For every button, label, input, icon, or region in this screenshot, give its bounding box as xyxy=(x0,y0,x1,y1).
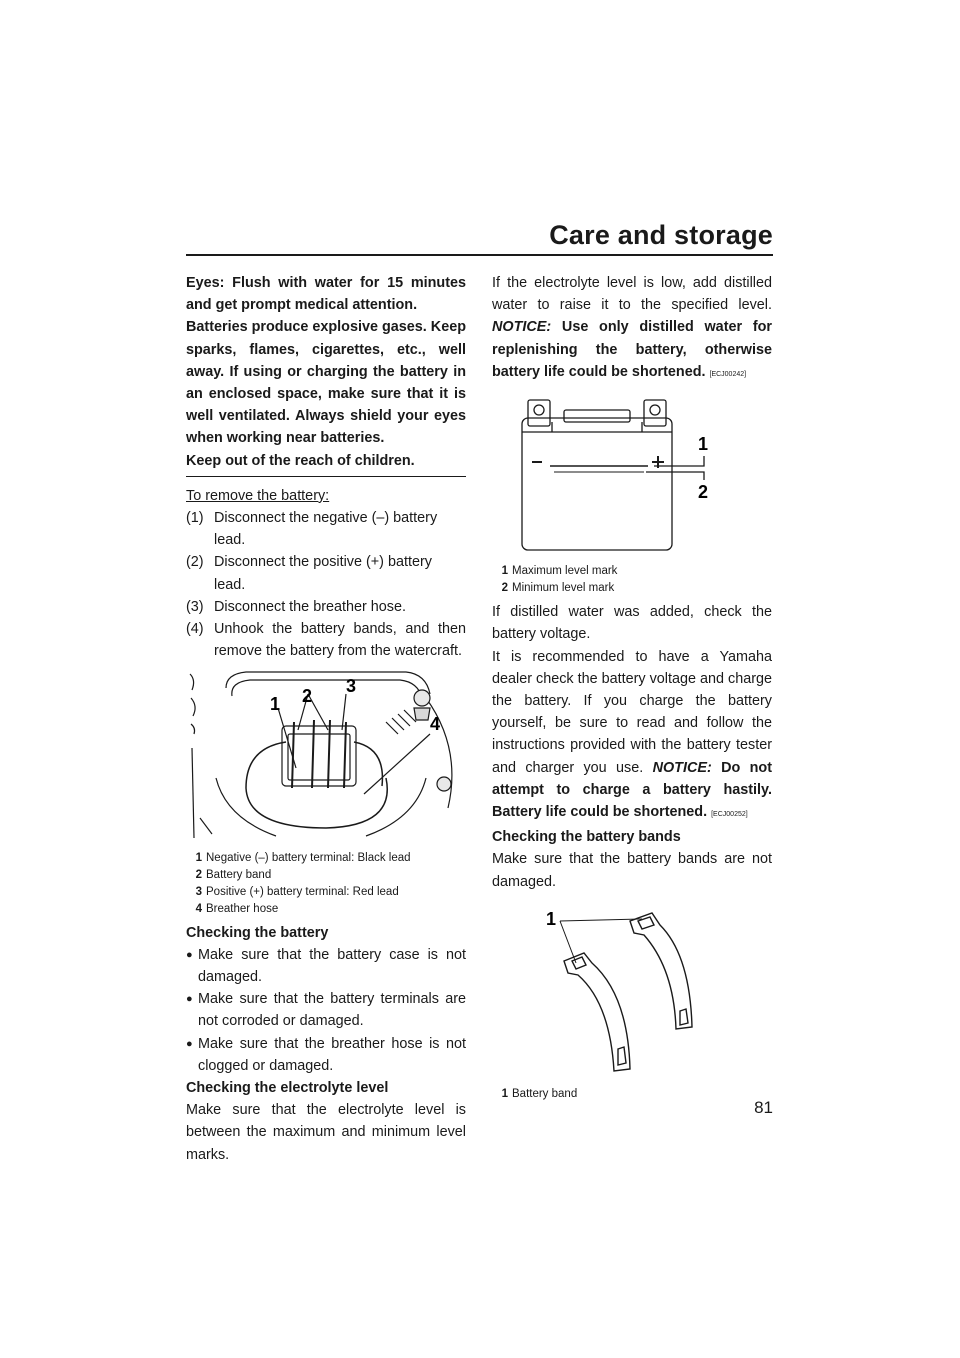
battery-compartment-figure xyxy=(186,668,466,847)
page-number: 81 xyxy=(754,1098,773,1117)
check-bullet-1: ● Make sure that the battery case is not damaged. xyxy=(186,946,466,986)
fig1-caption-2: 2 Battery band xyxy=(195,868,272,881)
battery-band-figure xyxy=(492,899,772,1084)
dealer-text: It is recommended to have a Yamaha dealer check the battery voltage and charge the battery. If you charge the battery yourself, be sure to read and follow the instructions provided with the battery tester and charger you use. xyxy=(492,648,772,776)
warning-eyes: Eyes: Flush with water for 15 minutes and get prompt medical attention. xyxy=(186,275,466,314)
battery-band-illustration xyxy=(492,899,772,1077)
battery-level-figure xyxy=(492,392,772,561)
fig1-captions xyxy=(186,850,466,918)
fig1-caption-3: 3 Positive (+) battery terminal: Red lead xyxy=(195,885,399,898)
warning-gases: Batteries produce explosive gases. Keep sparks, flames, cigarettes, etc., well away. If using or charging the battery in an enclosed space, make sure that it is well ventilated. Always shield your eyes when working near batteries. xyxy=(186,319,466,447)
fig2-caption-1: 1 Maximum level mark xyxy=(501,565,618,578)
step-1: (1) Disconnect the negative (–) battery lead. xyxy=(186,510,438,549)
fig2-caption-2: 2 Minimum level mark xyxy=(501,582,615,595)
electrolyte-text: Make sure that the electrolyte level is between the maximum and minimum level marks. xyxy=(186,1102,466,1163)
fig1-caption-4: 4 Breather hose xyxy=(195,902,279,915)
voltage-text: If distilled water was added, check the battery voltage. xyxy=(492,604,772,643)
bands-heading: Checking the battery bands xyxy=(492,829,681,846)
left-column xyxy=(186,272,466,1166)
bands-text: Make sure that the battery bands are not damaged. xyxy=(492,851,772,890)
dealer-paragraph xyxy=(492,646,772,827)
low-level-paragraph xyxy=(492,272,772,386)
battery-level-illustration xyxy=(492,392,772,554)
check-bullet-2: ● Make sure that the battery terminals are not corroded or damaged. xyxy=(186,991,466,1030)
low-level-text: If the electrolyte level is low, add distilled water to raise it to the specified level. xyxy=(492,275,772,314)
warning-children: Keep out of the reach of children. xyxy=(186,450,466,477)
notice-label-2: NOTICE: xyxy=(652,759,712,776)
fig2-captions xyxy=(492,563,772,597)
fig2-callout-1: 1 xyxy=(698,434,709,455)
fig1-callout-1: 1 xyxy=(270,694,281,715)
fig2-callout-2: 2 xyxy=(698,482,709,503)
notice-label-1: NOTICE: xyxy=(492,319,552,336)
remove-battery-heading: To remove the battery: xyxy=(186,487,330,504)
right-column xyxy=(492,272,772,1103)
notice-2-text: Do not attempt to charge a battery hastily. Battery life could be shortened. xyxy=(492,759,772,821)
header-rule xyxy=(186,254,773,256)
check-bullet-3: ● Make sure that the breather hose is not clogged or damaged. xyxy=(186,1035,466,1074)
fig3-caption-1: 1 Battery band xyxy=(501,1088,578,1101)
electrolyte-heading: Checking the electrolyte level xyxy=(186,1080,389,1097)
step-2: (2) Disconnect the positive (+) battery lead. xyxy=(186,554,432,593)
step-3: (3) Disconnect the breather hose. xyxy=(186,598,406,615)
page-title: Care and storage xyxy=(549,220,773,250)
battery-compartment-illustration xyxy=(186,668,466,840)
fig1-caption-1: 1 Negative (–) battery terminal: Black lead xyxy=(195,851,411,864)
notice-1-text: Use only distilled water for replenishing the battery, otherwise battery life could be shortened. xyxy=(492,319,773,380)
notice-1-code: [ECJ00242] xyxy=(709,370,747,378)
fig1-callout-4: 4 xyxy=(430,714,441,735)
check-battery-heading: Checking the battery xyxy=(186,924,329,941)
notice-2-code: [ECJ00252] xyxy=(711,811,748,819)
fig3-callout-1: 1 xyxy=(546,908,557,929)
fig1-callout-3: 3 xyxy=(346,676,357,697)
fig1-callout-2: 2 xyxy=(302,686,313,707)
step-4: (4) Unhook the battery bands, and then remove the battery from the watercraft. xyxy=(186,621,466,660)
